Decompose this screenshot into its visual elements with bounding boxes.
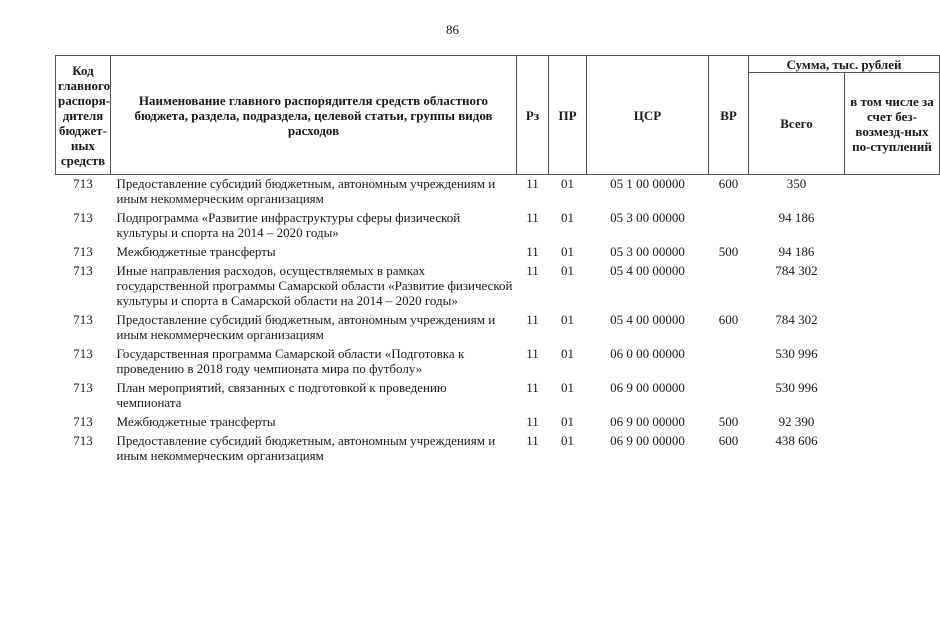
cell-rz: 11: [526, 244, 539, 259]
cell-rz: 11: [526, 263, 539, 278]
header-rz: Рз: [517, 56, 549, 175]
cell-rz: 11: [526, 380, 539, 395]
cell-pr: 01: [561, 176, 574, 191]
cell-csr: 05 4 00 00000: [610, 312, 685, 327]
cell-rz: 11: [526, 210, 539, 225]
cell-name: Подпрограмма «Развитие инфраструктуры сферы физической культуры и спорта на 2014 – 2020 годы»: [116, 210, 461, 240]
header-pr: ПР: [549, 56, 587, 175]
header-code: Код главного распоря-дителя бюджет-ных средств: [56, 56, 111, 175]
cell-vr: 500: [718, 414, 739, 429]
cell-pr: 01: [561, 312, 574, 327]
cell-code: 713: [73, 312, 93, 327]
cell-code: 713: [73, 244, 93, 259]
cell-name: Предоставление субсидий бюджетным, автономным учреждениям и иным некоммерческим организациям: [116, 433, 496, 463]
cell-code: 713: [73, 414, 93, 429]
cell-name: Предоставление субсидий бюджетным, автономным учреждениям и иным некоммерческим организациям: [116, 312, 496, 342]
cell-total: 350: [786, 176, 807, 191]
cell-pr: 01: [561, 244, 574, 259]
table-row: [56, 175, 940, 210]
cell-name: Государственная программа Самарской области «Подготовка к проведению в 2018 году чемпионата мира по футболу»: [116, 346, 465, 376]
cell-pr: 01: [561, 263, 574, 278]
page-number: 86: [446, 22, 459, 37]
cell-free: [845, 413, 940, 432]
cell-name: Предоставление субсидий бюджетным, автономным учреждениям и иным некоммерческим организациям: [116, 176, 496, 206]
header-vr: ВР: [709, 56, 749, 175]
header-free: в том числе за счет без-возмезд-ных по-ступлений: [845, 73, 940, 175]
table-row: [56, 432, 940, 466]
cell-csr: 05 4 00 00000: [610, 263, 685, 278]
cell-total: 92 390: [778, 414, 815, 429]
header-total: Всего: [749, 73, 845, 175]
cell-csr: 05 3 00 00000: [610, 210, 685, 225]
cell-pr: 01: [561, 433, 574, 448]
cell-rz: 11: [526, 414, 539, 429]
table-row: [56, 345, 940, 379]
cell-total: 784 302: [775, 312, 818, 327]
cell-total: 438 606: [775, 433, 818, 448]
cell-csr: 06 9 00 00000: [610, 380, 685, 395]
cell-vr: [709, 379, 749, 413]
cell-total: 94 186: [778, 210, 815, 225]
header-csr: ЦСР: [587, 56, 709, 175]
cell-vr: 500: [718, 244, 739, 259]
cell-total: 94 186: [778, 244, 815, 259]
table-row: [56, 311, 940, 345]
cell-vr: [709, 262, 749, 311]
cell-pr: 01: [561, 414, 574, 429]
cell-total: 530 996: [775, 380, 818, 395]
cell-free: [845, 311, 940, 345]
table-row: [56, 209, 940, 243]
cell-vr: [709, 209, 749, 243]
table-row: [56, 379, 940, 413]
cell-vr: 600: [718, 312, 739, 327]
cell-name: Иные направления расходов, осуществляемых в рамках государственной программы Самарской области «Развитие физической культуры и спорта в Самарской области на 2014 – 2020 годы»: [116, 263, 513, 308]
cell-pr: 01: [561, 380, 574, 395]
cell-csr: 05 1 00 00000: [610, 176, 685, 191]
cell-free: [845, 209, 940, 243]
cell-vr: [709, 345, 749, 379]
table-body: [56, 175, 940, 467]
cell-free: [845, 175, 940, 210]
cell-name: План мероприятий, связанных с подготовкой к проведению чемпионата: [116, 380, 447, 410]
cell-total: 530 996: [775, 346, 818, 361]
cell-rz: 11: [526, 346, 539, 361]
cell-rz: 11: [526, 433, 539, 448]
cell-csr: 05 3 00 00000: [610, 244, 685, 259]
cell-free: [845, 432, 940, 466]
cell-csr: 06 9 00 00000: [610, 433, 685, 448]
cell-name: Межбюджетные трансферты: [116, 244, 276, 259]
cell-code: 713: [73, 176, 93, 191]
cell-free: [845, 379, 940, 413]
cell-rz: 11: [526, 176, 539, 191]
cell-vr: 600: [718, 433, 739, 448]
cell-pr: 01: [561, 210, 574, 225]
table-header: [56, 56, 940, 175]
cell-name: Межбюджетные трансферты: [116, 414, 276, 429]
cell-vr: 600: [718, 176, 739, 191]
cell-code: 713: [73, 263, 93, 278]
cell-csr: 06 9 00 00000: [610, 414, 685, 429]
table-row: [56, 413, 940, 432]
cell-pr: 01: [561, 346, 574, 361]
cell-free: [845, 243, 940, 262]
cell-free: [845, 345, 940, 379]
table-row: [56, 243, 940, 262]
cell-free: [845, 262, 940, 311]
cell-code: 713: [73, 380, 93, 395]
cell-rz: 11: [526, 312, 539, 327]
header-name: Наименование главного распорядителя средств областного бюджета, раздела, подраздела, целевой статьи, группы видов расходов: [111, 56, 517, 175]
table-row: [56, 262, 940, 311]
header-sum: Сумма, тыс. рублей: [749, 56, 940, 73]
cell-code: 713: [73, 210, 93, 225]
budget-table: [55, 55, 940, 466]
cell-csr: 06 0 00 00000: [610, 346, 685, 361]
cell-code: 713: [73, 433, 93, 448]
cell-total: 784 302: [775, 263, 818, 278]
cell-code: 713: [73, 346, 93, 361]
